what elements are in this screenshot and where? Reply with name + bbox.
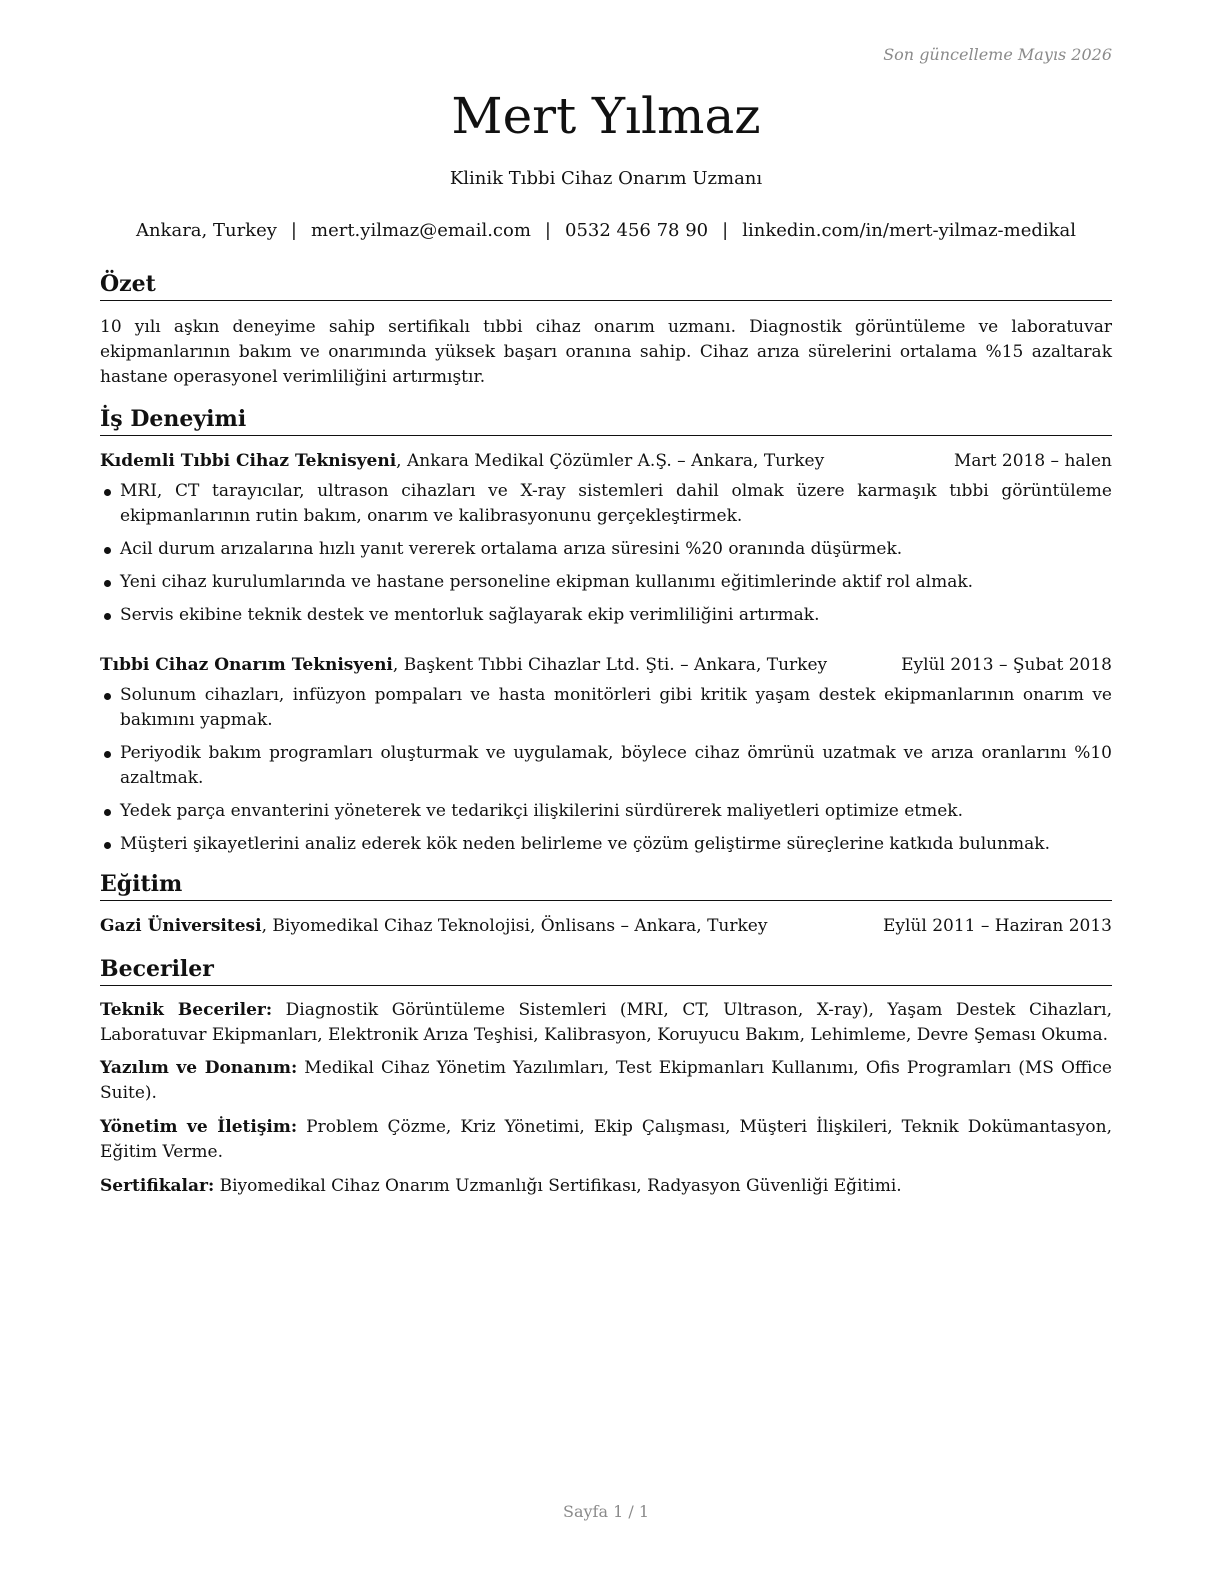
job-header <box>100 449 1112 473</box>
contact-separator: | <box>290 220 297 241</box>
contact-phone: 0532 456 78 90 <box>565 220 709 241</box>
list-item: Periyodik bakım programları oluşturmak ve uygulamak, böylece cihaz ömrünü uzatmak ve arıza oranlarını %10 azaltmak. <box>100 741 1112 791</box>
job-company: , Başkent Tıbbi Cihazlar Ltd. Şti. – Ankara, Turkey <box>392 655 828 675</box>
section-heading-skills: Beceriler <box>100 955 1112 986</box>
skill-group <box>100 1056 1112 1106</box>
section-heading-summary: Özet <box>100 270 1112 301</box>
contact-separator: | <box>722 220 729 241</box>
education-entry <box>100 914 1112 938</box>
job-bullets <box>100 479 1112 636</box>
contact-separator: | <box>544 220 551 241</box>
list-item: Solunum cihazları, infüzyon pompaları ve hasta monitörleri gibi kritik yaşam destek ekipmanlarının onarım ve bakımını yapmak. <box>100 683 1112 733</box>
job-title: Klinik Tıbbi Cihaz Onarım Uzmanı <box>449 168 763 189</box>
contact-linkedin[interactable]: linkedin.com/in/mert-yilmaz-medikal <box>742 220 1077 241</box>
skill-label: Sertifikalar: <box>100 1176 215 1196</box>
candidate-name: Mert Yılmaz <box>451 87 761 145</box>
skill-text: Biyomedikal Cihaz Onarım Uzmanlığı Sertifikası, Radyasyon Güvenliği Eğitimi. <box>214 1176 902 1196</box>
skill-label: Yönetim ve İletişim: <box>100 1117 298 1137</box>
education-details: , Biyomedikal Cihaz Teknolojisi, Önlisans – Ankara, Turkey <box>261 916 768 936</box>
job-dates: Mart 2018 – halen <box>953 451 1112 471</box>
job-role: Tıbbi Cihaz Onarım Teknisyeni <box>100 655 393 675</box>
resume-page <box>100 0 1112 1584</box>
job-header <box>100 653 1112 677</box>
skill-group <box>100 1174 1112 1199</box>
skill-label: Yazılım ve Donanım: <box>100 1058 298 1078</box>
list-item: Servis ekibine teknik destek ve mentorluk sağlayarak ekip verimliliğini artırmak. <box>100 603 1112 628</box>
page-number: Sayfa 1 / 1 <box>562 1502 649 1521</box>
contact-email[interactable]: mert.yilmaz@email.com <box>311 220 531 241</box>
skill-group <box>100 998 1112 1048</box>
section-heading-education: Eğitim <box>100 870 1112 901</box>
education-school: Gazi Üniversitesi <box>100 916 262 936</box>
last-updated: Son güncelleme Mayıs 2026 <box>883 45 1112 64</box>
education-dates: Eylül 2011 – Haziran 2013 <box>882 916 1112 936</box>
contact-location: Ankara, Turkey <box>135 220 277 241</box>
skill-group <box>100 1115 1112 1165</box>
job-company: , Ankara Medikal Çözümler A.Ş. – Ankara, Turkey <box>396 451 825 471</box>
contact-line <box>100 220 1112 241</box>
skill-text: Problem Çözme, Kriz Yönetimi, Ekip Çalışması, Müşteri İlişkileri, Teknik Dokümantasyon, Eğitim Verme. <box>100 1117 1112 1162</box>
list-item: Müşteri şikayetlerini analiz ederek kök neden belirleme ve çözüm geliştirme süreçlerine katkıda bulunmak. <box>100 832 1112 857</box>
skill-label: Teknik Beceriler: <box>100 1000 273 1020</box>
list-item: Yeni cihaz kurulumlarında ve hastane personeline ekipman kullanımı eğitimlerinde aktif rol almak. <box>100 570 1112 595</box>
list-item: Acil durum arızalarına hızlı yanıt vererek ortalama arıza süresini %20 oranında düşürmek. <box>100 537 1112 562</box>
skill-text: Medikal Cihaz Yönetim Yazılımları, Test Ekipmanları Kullanımı, Ofis Programları (MS Office Suite). <box>100 1058 1112 1103</box>
job-role: Kıdemli Tıbbi Cihaz Teknisyeni <box>100 451 397 471</box>
list-item: MRI, CT tarayıcılar, ultrason cihazları ve X-ray sistemleri dahil olmak üzere karmaşık tıbbi görüntüleme ekipmanlarının rutin bakım, onarım ve kalibrasyonunu gerçekleştirmek. <box>100 479 1112 529</box>
job-dates: Eylül 2013 – Şubat 2018 <box>901 655 1112 675</box>
skill-text: Diagnostik Görüntüleme Sistemleri (MRI, CT, Ultrason, X-ray), Yaşam Destek Cihazları, Laboratuvar Ekipmanları, Elektronik Arıza Teşhisi, Kalibrasyon, Koruyucu Bakım, Lehimleme, Devre Şeması Okuma. <box>100 1000 1112 1045</box>
list-item: Yedek parça envanterini yöneterek ve tedarikçi ilişkilerini sürdürerek maliyetleri optimize etmek. <box>100 799 1112 824</box>
job-bullets <box>100 683 1112 865</box>
section-heading-experience: İş Deneyimi <box>100 405 1112 436</box>
summary-text: 10 yılı aşkın deneyime sahip sertifikalı tıbbi cihaz onarım uzmanı. Diagnostik görüntüleme ve laboratuvar ekipmanlarının bakım ve onarımında yüksek başarı oranına sahip. Cihaz arıza sürelerini ortalama %15 azaltarak hastane operasyonel verimliliğini artırmıştır. <box>100 317 1112 387</box>
